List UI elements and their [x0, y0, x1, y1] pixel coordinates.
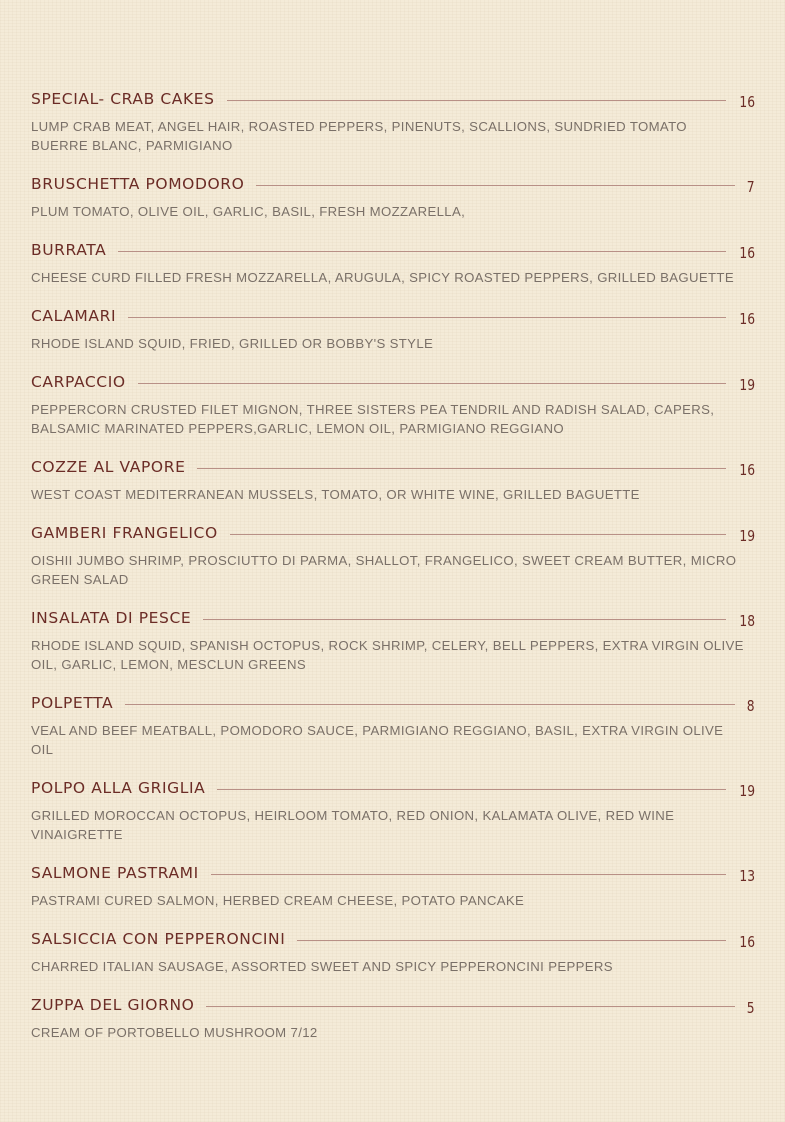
item-heading [31, 692, 755, 714]
item-price: 18 [739, 612, 755, 630]
menu-item [31, 239, 755, 287]
item-description: VEAL AND BEEF MEATBALL, POMODORO SAUCE, PARMIGIANO REGGIANO, BASIL, EXTRA VIRGIN OLIVE OIL [31, 723, 724, 757]
item-name: BRUSCHETTA POMODORO [31, 174, 245, 193]
item-price: 13 [739, 867, 755, 885]
menu-item [31, 777, 755, 844]
item-description: GRILLED MOROCCAN OCTOPUS, HEIRLOOM TOMATO, RED ONION, KALAMATA OLIVE, RED WINE VINAIGRETTE [31, 808, 675, 842]
item-name: ZUPPA DEL GIORNO [31, 995, 195, 1014]
menu-item [31, 88, 755, 155]
item-price: 16 [739, 933, 755, 951]
menu-item [31, 862, 755, 910]
item-description: PLUM TOMATO, OLIVE OIL, GARLIC, BASIL, FRESH MOZZARELLA, [31, 204, 466, 219]
item-name: POLPETTA [31, 693, 114, 712]
leader-line [125, 704, 735, 705]
leader-line [230, 534, 726, 535]
leader-line [138, 383, 726, 384]
leader-line [256, 185, 735, 186]
item-description: CREAM OF PORTOBELLO MUSHROOM 7/12 [31, 1025, 318, 1040]
item-description: RHODE ISLAND SQUID, SPANISH OCTOPUS, ROCK SHRIMP, CELERY, BELL PEPPERS, EXTRA VIRGIN OLIVE OIL, GARLIC, LEMON, MESCLUN GREENS [31, 638, 744, 672]
item-price: 5 [747, 999, 755, 1017]
item-price: 16 [739, 244, 755, 262]
item-name: INSALATA DI PESCE [31, 608, 192, 627]
item-description: RHODE ISLAND SQUID, FRIED, GRILLED OR BOBBY'S STYLE [31, 336, 434, 351]
item-name: COZZE AL VAPORE [31, 457, 186, 476]
menu-item [31, 928, 755, 976]
item-heading [31, 173, 755, 195]
leader-line [128, 317, 726, 318]
item-heading [31, 239, 755, 261]
leader-line [227, 100, 726, 101]
leader-line [211, 874, 726, 875]
item-heading [31, 371, 755, 393]
leader-line [118, 251, 726, 252]
leader-line [197, 468, 725, 469]
item-price: 8 [747, 697, 755, 715]
item-price: 16 [739, 461, 755, 479]
leader-line [297, 940, 725, 941]
item-description: OISHII JUMBO SHRIMP, PROSCIUTTO DI PARMA, SHALLOT, FRANGELICO, SWEET CREAM BUTTER, MICRO GREEN SALAD [31, 553, 737, 587]
item-name: CALAMARI [31, 306, 117, 325]
leader-line [217, 789, 726, 790]
item-name: SALSICCIA CON PEPPERONCINI [31, 929, 286, 948]
item-price: 16 [739, 93, 755, 111]
item-heading [31, 522, 755, 544]
leader-line [203, 619, 726, 620]
item-heading [31, 305, 755, 327]
item-description: CHARRED ITALIAN SAUSAGE, ASSORTED SWEET AND SPICY PEPPERONCINI PEPPERS [31, 959, 613, 974]
menu-item [31, 305, 755, 353]
item-name: BURRATA [31, 240, 107, 259]
item-description: PASTRAMI CURED SALMON, HERBED CREAM CHEESE, POTATO PANCAKE [31, 893, 525, 908]
leader-line [206, 1006, 735, 1007]
menu-item [31, 994, 755, 1042]
item-name: SALMONE PASTRAMI [31, 863, 199, 882]
menu-item [31, 371, 755, 438]
item-heading [31, 862, 755, 884]
item-heading [31, 994, 755, 1016]
item-name: CARPACCIO [31, 372, 126, 391]
item-price: 7 [747, 178, 755, 196]
menu-item [31, 522, 755, 589]
item-heading [31, 456, 755, 478]
item-description: PEPPERCORN CRUSTED FILET MIGNON, THREE SISTERS PEA TENDRIL AND RADISH SALAD, CAPERS, BALSAMIC MARINATED PEPPERS,GARLIC, LEMON OIL, PARMIGIANO REGGIANO [31, 402, 715, 436]
item-price: 19 [739, 376, 755, 394]
item-price: 19 [739, 782, 755, 800]
item-heading [31, 88, 755, 110]
item-price: 19 [739, 527, 755, 545]
item-heading [31, 928, 755, 950]
menu-item [31, 607, 755, 674]
item-name: SPECIAL- CRAB CAKES [31, 89, 215, 108]
item-description: LUMP CRAB MEAT, ANGEL HAIR, ROASTED PEPPERS, PINENUTS, SCALLIONS, SUNDRIED TOMATO BUERRE BLANC, PARMIGIANO [31, 119, 687, 153]
item-description: CHEESE CURD FILLED FRESH MOZZARELLA, ARUGULA, SPICY ROASTED PEPPERS, GRILLED BAGUETTE [31, 270, 734, 285]
item-name: POLPO ALLA GRIGLIA [31, 778, 206, 797]
menu-item [31, 692, 755, 759]
item-price: 16 [739, 310, 755, 328]
menu-item [31, 456, 755, 504]
item-heading [31, 607, 755, 629]
item-name: GAMBERI FRANGELICO [31, 523, 218, 542]
menu-item [31, 173, 755, 221]
item-heading [31, 777, 755, 799]
item-description: WEST COAST MEDITERRANEAN MUSSELS, TOMATO, OR WHITE WINE, GRILLED BAGUETTE [31, 487, 640, 502]
menu-list [31, 88, 755, 1060]
